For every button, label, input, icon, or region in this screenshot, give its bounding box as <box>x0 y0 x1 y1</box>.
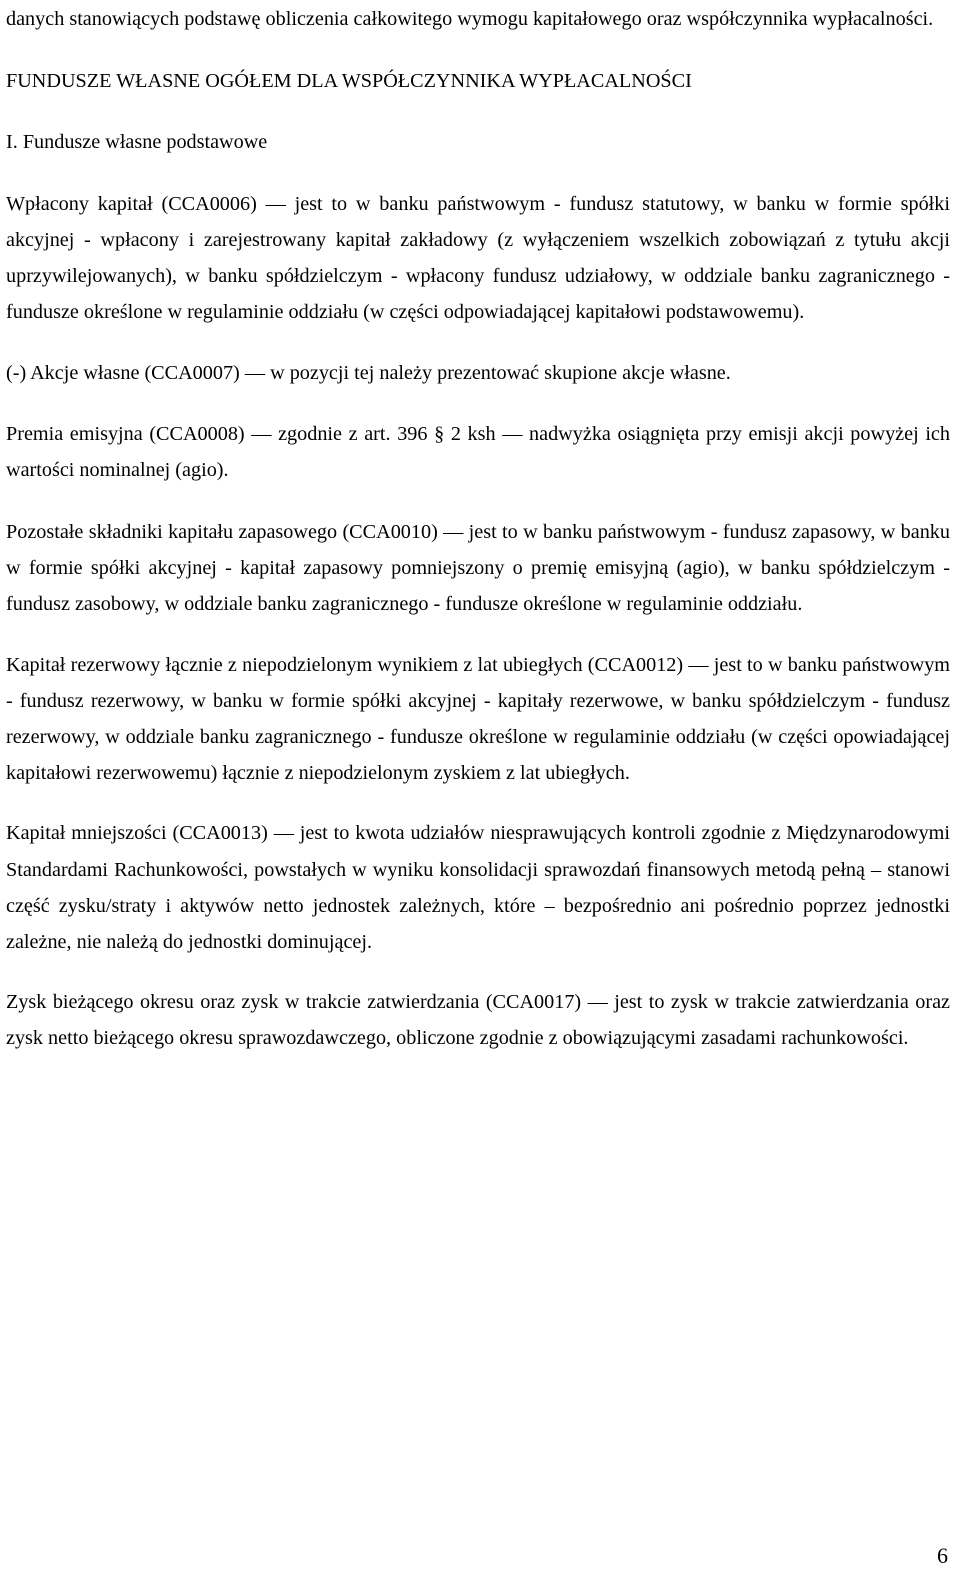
paragraph-cca0017: Zysk bieżącego okresu oraz zysk w trakcie zatwierdzania (CCA0017) — jest to zysk w trakcie zatwierdzania oraz zysk netto bieżącego okresu sprawozdawczego, obliczone zgodnie z obowiązującymi zasadami rachunkowości. <box>6 991 950 1050</box>
paragraph-cca0008: Premia emisyjna (CCA0008) — zgodnie z art. 396 § 2 ksh — nadwyżka osiągnięta przy emisji akcji powyżej ich wartości nominalnej (agio). <box>6 422 950 481</box>
page-number: 6 <box>937 1543 948 1568</box>
paragraph-cca0012: Kapitał rezerwowy łącznie z niepodzielonym wynikiem z lat ubiegłych (CCA0012) — jest to w banku państwowym - fundusz rezerwowy, w banku w formie spółki akcyjnej - kapitały rezerwowe, w banku spółdzielczym - fundusz rezerwowy, w oddziale banku zagranicznego - fundusze określone w regulaminie oddziału (w części opowiadającej kapitałowi rezerwowemu) łącznie z niepodzielonym zyskiem z lat ubiegłych. <box>6 653 950 785</box>
section-heading: FUNDUSZE WŁASNE OGÓŁEM DLA WSPÓŁCZYNNIKA WYPŁACALNOŚCI <box>6 70 692 93</box>
paragraph-cca0006: Wpłacony kapitał (CCA0006) — jest to w banku państwowym - fundusz statutowy, w banku w formie spółki akcyjnej - wpłacony i zarejestrowany kapitał zakładowy (z wyłączeniem wszelkich zobowiązań z tytułu akcji uprzywilejowanych), w banku spółdzielczym - wpłacony fundusz udziałowy, w oddziale banku zagranicznego - fundusze określone w regulaminie oddziału (w części odpowiadającej kapitałowi podstawowemu). <box>6 192 950 324</box>
paragraph-cca0007: (-) Akcje własne (CCA0007) — w pozycji tej należy prezentować skupione akcje własne. <box>6 362 731 385</box>
subsection-heading: I. Fundusze własne podstawowe <box>6 131 268 154</box>
paragraph-cca0013: Kapitał mniejszości (CCA0013) — jest to kwota udziałów niesprawujących kontroli zgodnie z Międzynarodowymi Standardami Rachunkowości, powstałych w wyniku konsolidacji sprawozdań finansowych metodą pełną – stanowi część zysku/straty i aktywów netto jednostek zależnych, które – bezpośrednio ani pośrednio poprzez jednostki zależne, nie należą do jednostki dominującej. <box>6 822 950 954</box>
paragraph-cca0010: Pozostałe składniki kapitału zapasowego (CCA0010) — jest to w banku państwowym - fundusz zapasowy, w banku w formie spółki akcyjnej - kapitał zapasowy pomniejszony o premię emisyjną (agio), w banku spółdzielczym - fundusz zasobowy, w oddziale banku zagranicznego - fundusze określone w regulaminie oddziału. <box>6 521 950 616</box>
document-page <box>6 0 950 1057</box>
paragraph-intro-continuation: danych stanowiących podstawę obliczenia całkowitego wymogu kapitałowego oraz współczynnika wypłacalności. <box>6 8 934 30</box>
